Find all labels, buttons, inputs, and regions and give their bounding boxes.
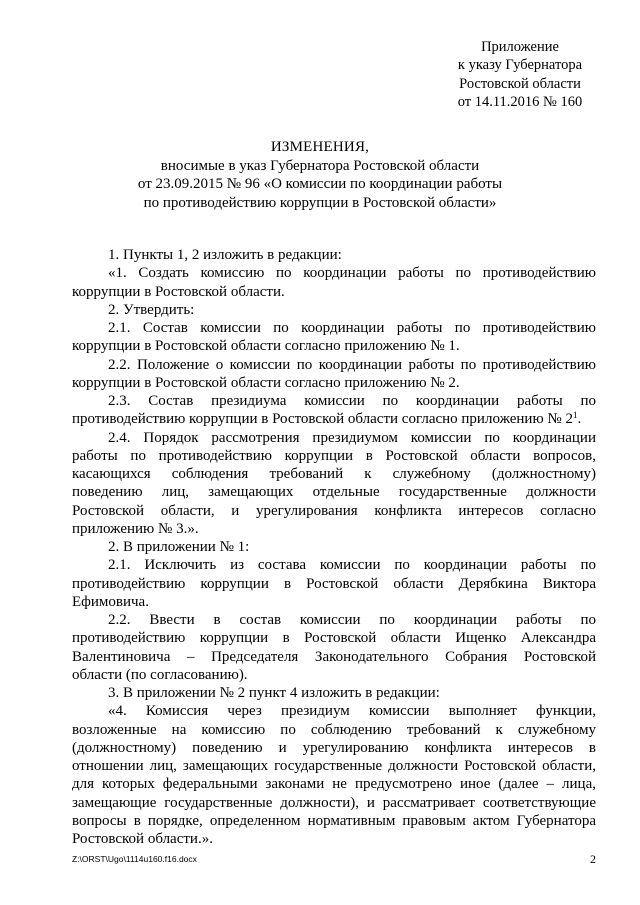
document-heading	[72, 138, 568, 212]
appendix-block	[430, 38, 610, 111]
paragraph-line: поведению лиц, замещающих отдельные государственные должности	[72, 484, 596, 501]
file-path: Z:\ORST\Ugo\1114u160.f16.docx	[72, 854, 197, 864]
paragraph-line: 2.2. Положение о комиссии по координации работы по противодействию	[108, 356, 596, 373]
paragraph-line: 2.1. Состав комиссии по координации работы по противодействию	[108, 320, 596, 336]
paragraph-line: касающихся соблюдения требований к служебному (должностному)	[72, 466, 596, 482]
paragraph-line: коррупции в Ростовской области.	[72, 283, 285, 300]
paragraph-line: 2.1. Исключить из состава комиссии по координации работы по	[108, 557, 596, 574]
appendix-line: Приложение	[481, 39, 559, 55]
paragraph-line: Ефимовича.	[72, 593, 149, 610]
heading-line: по противодействию коррупции в Ростовской области»	[143, 194, 497, 211]
paragraph-line: «1. Создать комиссию по координации работы по противодействию	[108, 265, 596, 282]
paragraph-line: вопросы в порядке, определенном нормативным правовым актом Губернатора	[72, 812, 596, 829]
paragraph-line: противодействию коррупции в Ростовской области Ищенко Александра	[72, 630, 596, 647]
document-title: ИЗМЕНЕНИЯ,	[270, 139, 370, 155]
appendix-line: к указу Губернатора	[457, 57, 583, 74]
heading-line: вносимые в указ Губернатора Ростовской области	[160, 157, 480, 174]
document-body	[72, 246, 596, 848]
paragraph-line: для которых федеральными законами не предусмотрено иное (далее – лица,	[72, 776, 596, 793]
paragraph: 3. В приложении № 2 пункт 4 изложить в редакции:	[108, 685, 440, 701]
paragraph-line: 2.2. Ввести в состав комиссии по координации работы по	[108, 612, 596, 628]
paragraph-line: замещающие государственные должности), и рассматривает соответствующие	[72, 794, 596, 811]
paragraph-line: коррупции в Ростовской области согласно приложению № 2.	[72, 374, 460, 391]
paragraph-line: 2.3. Состав президиума комиссии по координации работы по	[108, 393, 596, 409]
paragraph-line: (должностному) поведению и урегулированию конфликта интересов в	[72, 739, 596, 756]
paragraph: 2. Утвердить:	[108, 301, 195, 318]
heading-line: от 23.09.2015 № 96 «О комиссии по координации работы	[137, 176, 503, 192]
paragraph-line: 2.4. Порядок рассмотрения президиумом комиссии по координации	[108, 429, 596, 446]
paragraph-line: работы по противодействию коррупции в Ростовской области вопросов,	[72, 447, 596, 464]
appendix-line: Ростовской области	[459, 75, 581, 92]
paragraph-line: отношении лиц, замещающих государственные должности Ростовской области,	[72, 758, 596, 774]
paragraph-text: .	[577, 411, 582, 428]
paragraph-line: противодействию коррупции в Ростовской области Дерябкина Виктора	[72, 575, 596, 592]
page-number: 2	[590, 852, 596, 866]
appendix-line: от 14.11.2016 № 160	[457, 93, 583, 110]
paragraph-text: противодействию коррупции в Ростовской области согласно приложению № 2	[72, 411, 573, 428]
paragraph-line: «4. Комиссия через президиум комиссии выполняет функции,	[108, 703, 596, 720]
paragraph-line: возложенные на комиссию по соблюдению требований к служебному	[72, 721, 596, 738]
paragraph-line: Ростовской области, и урегулирования конфликта интересов согласно	[72, 502, 596, 519]
paragraph-line: Ростовской области.».	[72, 831, 213, 847]
paragraph-line: Валентиновича – Председателя Законодательного Собрания Ростовской	[72, 648, 596, 665]
superscript: 1	[572, 410, 578, 421]
paragraph: 2. В приложении № 1:	[108, 539, 250, 555]
paragraph-line: приложению № 3.».	[72, 520, 199, 537]
paragraph: 1. Пункты 1, 2 изложить в редакции:	[108, 247, 342, 263]
paragraph-line	[72, 410, 596, 428]
paragraph-line: коррупции в Ростовской области согласно приложению № 1.	[72, 338, 460, 355]
paragraph-line: области (по согласованию).	[72, 666, 248, 683]
